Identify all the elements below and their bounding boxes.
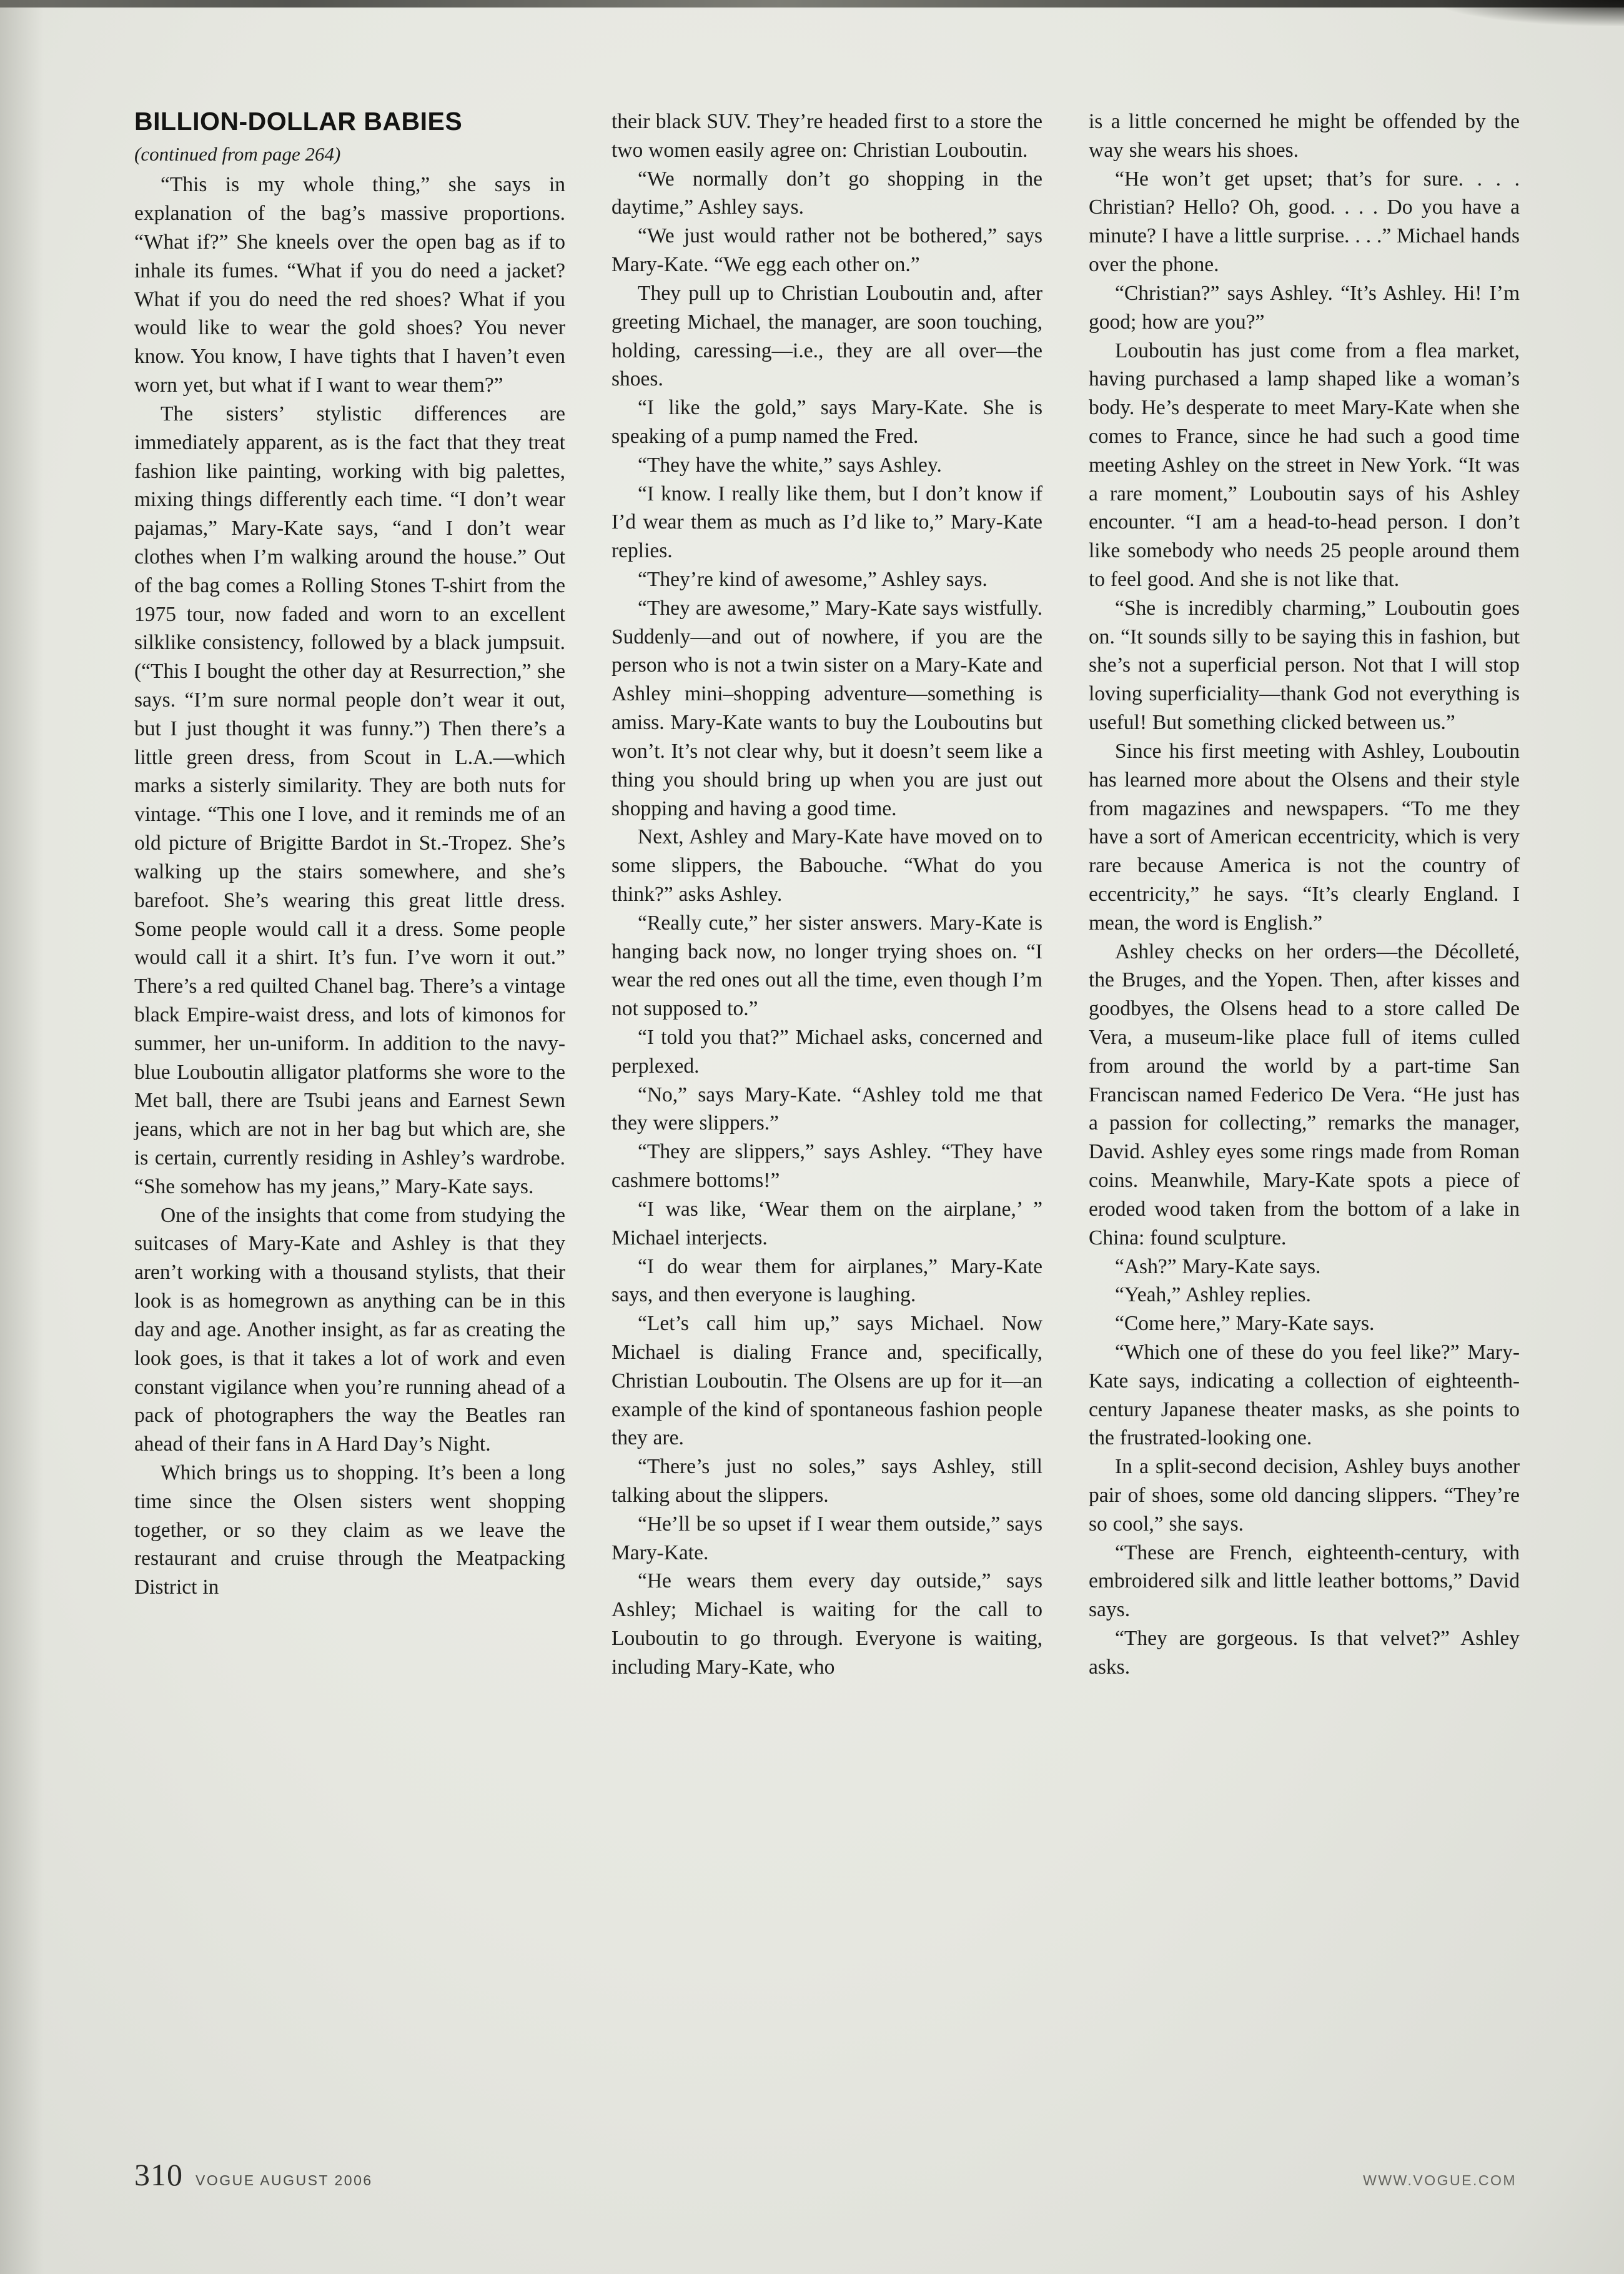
- paragraph: “He won’t get upset; that’s for sure. . . . Christian? Hello? Oh, good. . . . Do you have a minute? I have a little surprise. . . .” Michael hands over the phone.: [1089, 167, 1520, 277]
- column-3-paragraphs: [1089, 107, 1520, 1682]
- paragraph: “Yeah,” Ashley replies.: [1115, 1283, 1311, 1307]
- article-column-3: [1089, 107, 1520, 1682]
- paragraph: Ashley checks on her orders—the Décolleté, the Bruges, and the Yopen. Then, after kisses and goodbyes, the Olsens head to a store called De Vera, a museum-like place full of items culled from around the world by a part-time San Franciscan named Federico De Vera. “He just has a passion for collecting,” remarks the manager, David. Ashley eyes some rings made from Roman coins. Meanwhile, Mary-Kate spots a piece of eroded wood taken from the bottom of a lake in China: found sculpture.: [1089, 940, 1520, 1249]
- paragraph: “We just would rather not be bothered,” says Mary-Kate. “We egg each other on.”: [611, 224, 1042, 277]
- paragraph: The sisters’ stylistic differences are immediately apparent, as is the fact that they treat fashion like painting, working with big palettes, mixing things differently each time. “I don’t wear pajamas,” Mary-Kate says, “and I don’t wear clothes when I’m walking around the house.” Out of the bag comes a Rolling Stones T-shirt from the 1975 tour, now faded and worn to an excellent silklike consistency, followed by a black jumpsuit. (“This I bought the other day at Resurrection,” she says. “I’m sure normal people don’t wear it out, but I just thought it was funny.”) Then there’s a little green dress, from Scout in L.A.—which marks a sisterly similarity. They are both nuts for vintage. “This one I love, and it reminds me of an old picture of Brigitte Bardot in St.-Tropez. She’s walking up the stairs somewhere, and she’s barefoot. She’s wearing this great little dress. Some people would call it a dress. Some people would call it a shirt. It’s fun. I’ve worn it out.” There’s a red quilted Chanel bag. There’s a vintage black Empire-waist dress, and lots of kimonos for summer, her un-uniform. In addition to the navy-blue Louboutin alligator platforms she wore to the Met ball, there are Tsubi jeans and Earnest Sewn jeans, which are not in her bag but which are, she is certain, currently residing in Ashley’s wardrobe. “She somehow has my jeans,” Mary-Kate says.: [134, 402, 565, 1198]
- paragraph: “I was like, ‘Wear them on the airplane,’ ” Michael interjects.: [611, 1197, 1042, 1249]
- scan-edge-top: [0, 0, 1624, 7]
- paragraph: “They are slippers,” says Ashley. “They have cashmere bottoms!”: [611, 1140, 1042, 1193]
- paragraph: “Come here,” Mary-Kate says.: [1115, 1312, 1375, 1336]
- magazine-name-date: VOGUE AUGUST 2006: [196, 2172, 373, 2188]
- paragraph: “I do wear them for airplanes,” Mary-Kate says, and then everyone is laughing.: [611, 1254, 1042, 1307]
- paragraph: “Really cute,” her sister answers. Mary-Kate is hanging back now, no longer trying shoes on. “I wear the red ones out all the time, even though I’m not supposed to.”: [611, 911, 1042, 1021]
- column-2-paragraphs: [611, 107, 1042, 1682]
- paragraph: “I know. I really like them, but I don’t know if I’d wear them as much as I’d like to,” Mary-Kate replies.: [611, 482, 1042, 563]
- continued-from-note: (continued from page 264): [134, 143, 341, 166]
- paragraph: “I told you that?” Michael asks, concerned and perplexed.: [611, 1026, 1042, 1078]
- paragraph: Louboutin has just come from a flea market, having purchased a lamp shaped like a woman’s body. He’s desperate to meet Mary-Kate when she comes to France, since he had such a good time meeting Ashley on the street in New York. “It was a rare moment,” Louboutin says of his Ashley encounter. “I am a head-to-head person. I don’t like somebody who needs 25 people around them to feel good. And she is not like that.: [1089, 339, 1520, 591]
- paragraph: “These are French, eighteenth-century, with embroidered silk and little leather bottoms,” David says.: [1089, 1541, 1520, 1622]
- paragraph: “He wears them every day outside,” says Ashley; Michael is waiting for the call to Louboutin to go through. Everyone is waiting, including Mary-Kate, who: [611, 1569, 1042, 1679]
- article-title: BILLION-DOLLAR BABIES: [134, 107, 463, 136]
- article-body: [134, 107, 1520, 1682]
- paragraph: One of the insights that come from studying the suitcases of Mary-Kate and Ashley is that they aren’t working with a thousand stylists, that their look is as homegrown as anything can be in this day and age. Another insight, as far as creating the look goes, is that it takes a lot of work and even constant vigilance when you’re running ahead of a pack of photographers the way the Beatles ran ahead of their fans in A Hard Day’s Night.: [134, 1203, 565, 1456]
- paragraph: “They are gorgeous. Is that velvet?” Ashley asks.: [1089, 1627, 1520, 1679]
- paragraph: “They have the white,” says Ashley.: [638, 453, 942, 477]
- article-column-1: [134, 107, 565, 1682]
- paragraph: “This is my whole thing,” she says in explanation of the bag’s massive proportions. “What if?” She kneels over the open bag as if to inhale its fumes. “What if you do need a jacket? What if you do need the red shoes? What if you would like to wear the gold shoes? You never know. You know, I have tights that I haven’t even worn yet, but what if I want to wear them?”: [134, 173, 565, 397]
- paragraph: Which brings us to shopping. It’s been a long time since the Olsen sisters went shopping together, or so they claim as we leave the restaurant and cruise through the Meatpacking District in: [134, 1461, 565, 1599]
- paragraph: Since his first meeting with Ashley, Louboutin has learned more about the Olsens and their style from magazines and newspapers. “To me they have a sort of American eccentricity, which is very rare because America is not the country of eccentricity,” he says. “It’s clearly England. I mean, the word is English.”: [1089, 739, 1520, 935]
- paragraph: “Let’s call him up,” says Michael. Now Michael is dialing France and, specifically, Christian Louboutin. The Olsens are up for it—an example of the kind of spontaneous fashion people they are.: [611, 1312, 1042, 1450]
- paragraph: “He’ll be so upset if I wear them outside,” says Mary-Kate.: [611, 1512, 1042, 1564]
- paragraph: “There’s just no soles,” says Ashley, still talking about the slippers.: [611, 1455, 1042, 1507]
- paragraph: “They are awesome,” Mary-Kate says wistfully. Suddenly—and out of nowhere, if you are the person who is not a twin sister on a Mary-Kate and Ashley mini–shopping adventure—something is amiss. Mary-Kate wants to buy the Louboutins but won’t. It’s not clear why, but it doesn’t seem like a thing you should bring up when you are just out shopping and having a good time.: [611, 596, 1042, 820]
- paragraph: They pull up to Christian Louboutin and, after greeting Michael, the manager, are soon touching, holding, caressing—i.e., they are all over—the shoes.: [611, 281, 1042, 391]
- paragraph: “We normally don’t go shopping in the daytime,” Ashley says.: [611, 167, 1042, 219]
- article-column-2: [611, 107, 1042, 1682]
- paragraph: In a split-second decision, Ashley buys another pair of shoes, some old dancing slippers. “They’re so cool,” she says.: [1089, 1455, 1520, 1536]
- page-number: 310: [134, 2157, 183, 2192]
- column-1-paragraphs: [134, 171, 565, 1602]
- paragraph: “I like the gold,” says Mary-Kate. She is speaking of a pump named the Fred.: [611, 396, 1042, 448]
- paragraph: “No,” says Mary-Kate. “Ashley told me that they were slippers.”: [611, 1083, 1042, 1135]
- paragraph: Next, Ashley and Mary-Kate have moved on to some slippers, the Babouche. “What do you think?” asks Ashley.: [611, 825, 1042, 906]
- paragraph: “Christian?” says Ashley. “It’s Ashley. Hi! I’m good; how are you?”: [1089, 281, 1520, 334]
- paragraph: is a little concerned he might be offended by the way she wears his shoes.: [1089, 110, 1520, 162]
- paragraph: “Ash?” Mary-Kate says.: [1115, 1254, 1321, 1278]
- magazine-website: WWW.VOGUE.COM: [1363, 2172, 1517, 2188]
- paragraph: “Which one of these do you feel like?” Mary-Kate says, indicating a collection of eighteenth-century Japanese theater masks, as she points to the frustrated-looking one.: [1089, 1340, 1520, 1450]
- scan-edge-corner: [1437, 0, 1624, 26]
- scan-edge-left: [0, 0, 44, 2274]
- paragraph: “She is incredibly charming,” Louboutin goes on. “It sounds silly to be saying this in fashion, but she’s not a superficial person. Not that I will stop loving superficiality—thank God not everything is useful! But something clicked between us.”: [1089, 596, 1520, 735]
- footer-folio: [134, 2157, 373, 2193]
- paragraph: their black SUV. They’re headed first to a store the two women easily agree on: Christian Louboutin.: [611, 110, 1042, 162]
- paragraph: “They’re kind of awesome,” Ashley says.: [638, 568, 988, 591]
- page-footer: [134, 2157, 1517, 2193]
